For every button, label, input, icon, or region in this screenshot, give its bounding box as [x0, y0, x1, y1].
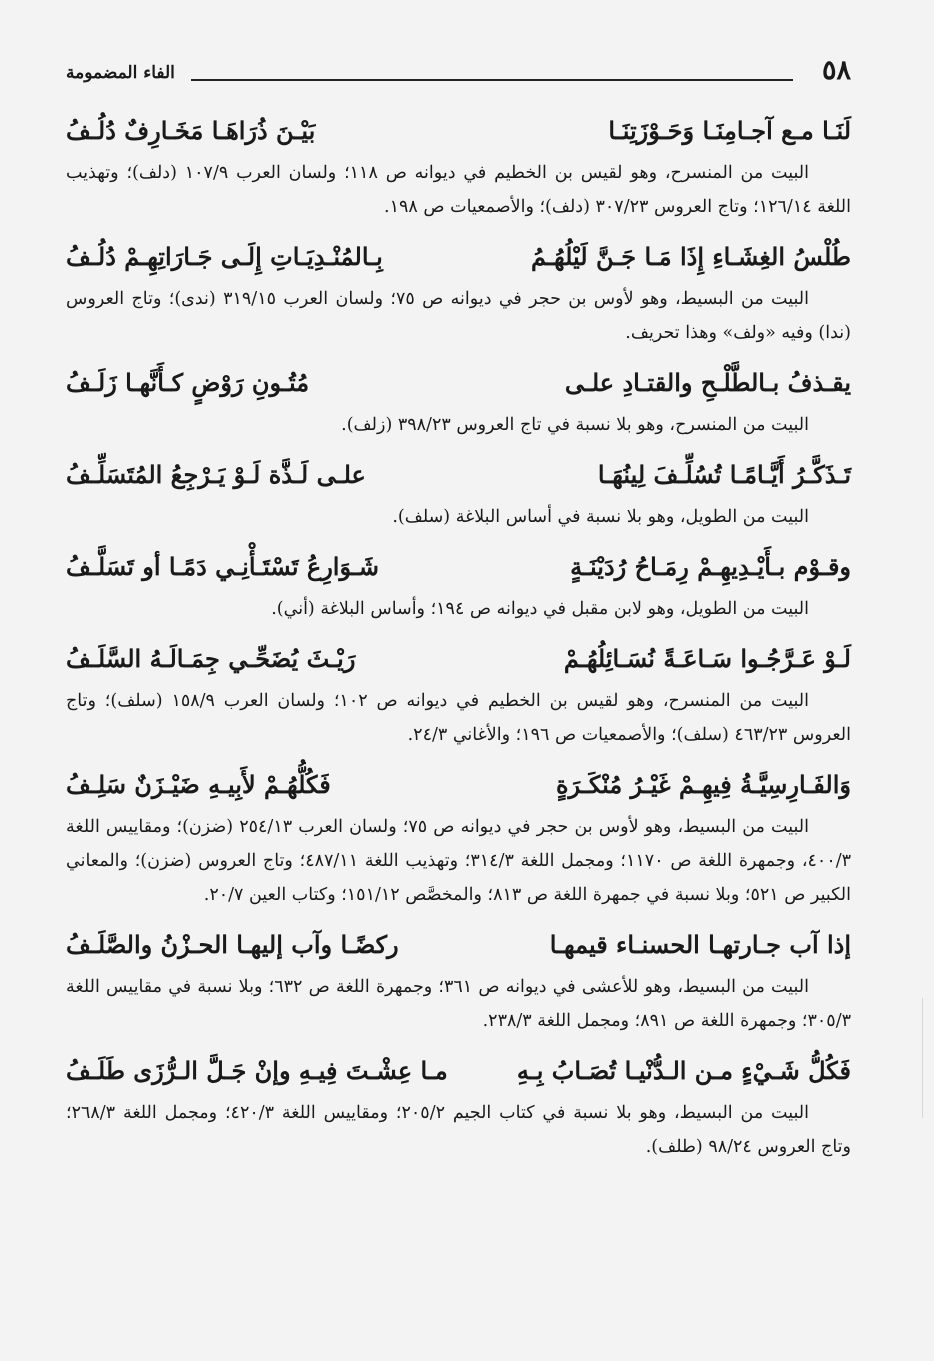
running-title: الفاء المضمومة — [66, 63, 175, 83]
second-hemistich: مـا عِشْـتَ فِيـهِ وإنْ جَـلَّ الـرُّزَى طَلَـفُ — [66, 1056, 448, 1085]
verse-line — [66, 760, 851, 810]
verse-entry — [66, 450, 851, 534]
first-hemistich: وَالفَـارِسِيَّـةُ فِيهِـمْ غَيْـرُ مُنْكَـرَةٍ — [555, 770, 851, 799]
first-hemistich: يقـذفُ بـالطَّلْـحِ والقتـادِ علـى — [564, 368, 851, 397]
second-hemistich: ركضًـا وآب إليهـا الحـزْنُ والصَّلَـفُ — [66, 930, 399, 959]
verse-line — [66, 1046, 851, 1096]
second-hemistich: بِـالمُنْـدِيَـاتِ إِلَـى جَـارَاتِهِـمْ دُلُـفُ — [66, 242, 383, 271]
verse-line — [66, 358, 851, 408]
first-hemistich: لَنَـا مـع آجـامِنَـا وَحَـوْزَتِنَـا — [608, 116, 851, 145]
verse-commentary: البيت من البسيط، وهو لأوس بن حجر في ديوانه ص ٧٥؛ ولسان العرب ٢٥٤/١٣ (ضزن)؛ ومقاييس اللغة ٤٠٠/٣، وجمهرة اللغة ص ١١٧٠؛ ومجمل اللغة ٣١٤/٣؛ وتهذيب اللغة ٤٨٧/١١؛ وتاج العروس (ضزن)؛ والمعاني الكبير ص ٥٢١؛ وبلا نسبة في جمهرة اللغة ص ٨١٣؛ والمخصَّص ١٥١/١٢؛ وكتاب العين ٢٠/٧. — [66, 817, 852, 905]
verse-commentary: البيت من البسيط، وهو للأعشى في ديوانه ص ٣٦١؛ وجمهرة اللغة ص ٦٣٢؛ وبلا نسبة في مقاييس اللغة ٣٠٥/٣؛ وجمهرة اللغة ص ٨٩١؛ ومجمل اللغة ٢٣٨/٣. — [66, 977, 851, 1031]
second-hemistich: مُتُـونِ رَوْضٍ كـأَنَّهـا زَلَـفُ — [66, 368, 310, 397]
second-hemistich: شَـوَارِعُ تَسْتَـأْنِـي دَمًـا أو تَسَلَّـفُ — [66, 552, 379, 581]
entries-list — [66, 106, 851, 1172]
second-hemistich: فَكُلُّهُـمْ لأَبِيـهِ ضَيْـزَنٌ سَلِـفُ — [66, 770, 331, 799]
verse-commentary: البيت من المنسرح، وهو لقيس بن الخطيم في ديوانه ص ١٠٢؛ ولسان العرب ١٥٨/٩ (سلف)؛ وتاج العروس ٤٦٣/٢٣ (سلف)؛ والأصمعيات ص ١٩٦؛ والأغاني ٢٤/٣. — [66, 691, 851, 745]
verse-entry — [66, 106, 851, 224]
first-hemistich: طُلْسُ الغِشَـاءِ إِذَا مَـا جَـنَّ لَيْلُهُـمُ — [531, 242, 851, 271]
verse-line — [66, 634, 851, 684]
verse-commentary: البيت من البسيط، وهو لأوس بن حجر في ديوانه ص ٧٥؛ ولسان العرب ٣١٩/١٥ (ندى)؛ وتاج العروس (ندا) وفيه «ولف» وهذا تحريف. — [66, 289, 851, 343]
verse-commentary: البيت من المنسرح، وهو لقيس بن الخطيم في ديوانه ص ١١٨؛ ولسان العرب ١٠٧/٩ (دلف)؛ وتهذيب اللغة ١٢٦/١٤؛ وتاج العروس ٣٠٧/٢٣ (دلف)؛ والأصمعيات ص ١٩٨. — [66, 163, 851, 217]
first-hemistich: وقـوْم بـأَيْـدِيهِـمْ رِمَـاحُ رُدَيْنَـةٍ — [570, 552, 851, 581]
page-header — [66, 56, 851, 90]
verse-line — [66, 106, 851, 156]
page-number: ٥٨ — [821, 55, 851, 86]
first-hemistich: إذا آب جـارتهـا الحسنـاء قيمهـا — [549, 930, 851, 959]
second-hemistich: علـى لَـذَّة لَـوْ يَـرْجِعُ المُتَسَلِّـفُ — [66, 460, 366, 489]
first-hemistich: تَـذَكَّـرُ أَيَّـامًـا تُسُلِّـفَ لِينُهَـا — [597, 460, 851, 489]
verse-entry — [66, 358, 851, 442]
verse-line — [66, 920, 851, 970]
verse-commentary: البيت من الطويل، وهو بلا نسبة في أساس البلاغة (سلف). — [392, 507, 809, 527]
second-hemistich: بَيْـنَ ذُرَاهَـا مَخَـارِفٌ دُلُـفُ — [66, 116, 316, 145]
second-hemistich: رَيْـثَ يُضَحِّـي جِمَـالَـهُ السَّلَـفُ — [66, 644, 356, 673]
verse-entry — [66, 760, 851, 912]
verse-entry — [66, 542, 851, 626]
verse-entry — [66, 232, 851, 350]
verse-line — [66, 542, 851, 592]
verse-commentary: البيت من البسيط، وهو بلا نسبة في كتاب الجيم ٢٠٥/٢؛ ومقاييس اللغة ٤٢٠/٣؛ ومجمل اللغة ٢٦٨/٣؛ وتاج العروس ٩٨/٢٤ (طلف). — [66, 1103, 851, 1157]
verse-commentary: البيت من الطويل، وهو لابن مقبل في ديوانه ص ١٩٤؛ وأساس البلاغة (أني). — [271, 599, 809, 619]
verse-line — [66, 450, 851, 500]
verse-line — [66, 232, 851, 282]
scan-margin-mark — [922, 998, 923, 1118]
verse-entry — [66, 1046, 851, 1164]
verse-entry — [66, 634, 851, 752]
verse-commentary: البيت من المنسرح، وهو بلا نسبة في تاج العروس ٣٩٨/٢٣ (زلف). — [341, 415, 809, 435]
header-rule — [191, 79, 793, 81]
verse-entry — [66, 920, 851, 1038]
first-hemistich: فَكُلُّ شَـيْءٍ مـن الـدُّنْيـا تُصَـابُ بِـهِ — [516, 1056, 851, 1085]
first-hemistich: لَـوْ عَـرَّجُـوا سَـاعَـةً نُسَـائِلُهُـمْ — [563, 644, 851, 673]
